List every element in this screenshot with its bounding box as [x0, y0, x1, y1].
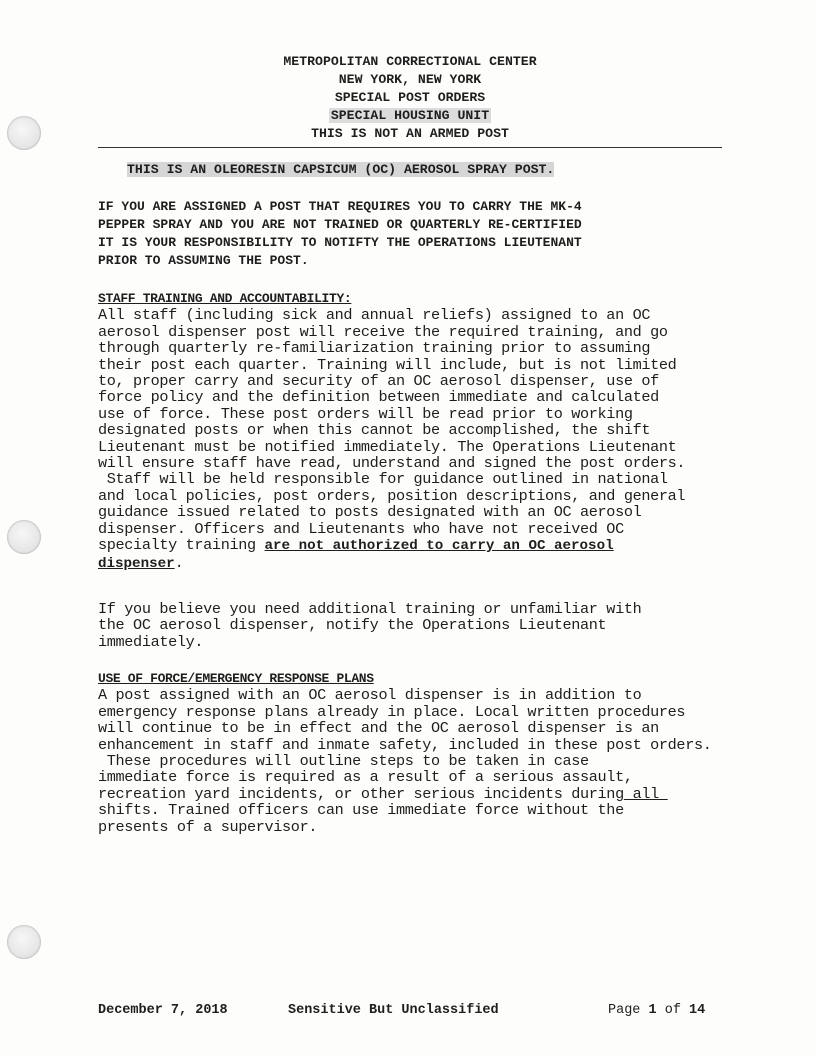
- header-divider: [98, 147, 722, 148]
- footer-classification: Sensitive But Unclassified: [288, 1003, 499, 1018]
- body-line: Staff will be held responsible for guidance outlined in national: [98, 470, 668, 489]
- page-total: 14: [689, 1003, 706, 1018]
- body-line: will continue to be in effect and the OC aerosol dispenser is an: [98, 719, 659, 738]
- body-line: shifts. Trained officers can use immediate force without the: [98, 801, 624, 820]
- warning-block: [98, 198, 698, 270]
- punch-hole-bottom: [7, 925, 41, 959]
- header-line-5: THIS IS NOT AN ARMED POST: [311, 126, 509, 141]
- body-line: If you believe you need additional training or unfamiliar with: [98, 600, 642, 618]
- staff-training-title: STAFF TRAINING AND ACCOUNTABILITY:: [98, 291, 352, 306]
- body-line: will ensure staff have read, understand and signed the post orders.: [98, 454, 686, 473]
- page-number: [608, 1003, 705, 1018]
- warning-line: IF YOU ARE ASSIGNED A POST THAT REQUIRES YOU TO CARRY THE MK-4: [98, 199, 582, 214]
- use-of-force-section: [98, 671, 728, 835]
- warning-line: PRIOR TO ASSUMING THE POST.: [98, 253, 309, 268]
- page-label: Page: [608, 1003, 641, 1018]
- body-line: through quarterly re-familiarization training prior to assuming: [98, 339, 651, 358]
- header-line-2: NEW YORK, NEW YORK: [338, 72, 482, 87]
- document-header: [100, 53, 720, 143]
- body-line: guidance issued related to posts designated with an OC aerosol: [98, 503, 642, 522]
- body-text-span: .: [174, 553, 184, 572]
- page-current: 1: [648, 1003, 657, 1018]
- footer-date: December 7, 2018: [98, 1003, 228, 1018]
- body-line: designated posts or when this cannot be accomplished, the shift: [98, 421, 651, 440]
- body-line: Lieutenant must be notified immediately. The Operations Lieutenant: [98, 437, 677, 456]
- body-line: their post each quarter. Training will include, but is not limited: [98, 355, 677, 374]
- body-line: immediately.: [98, 632, 204, 651]
- dispenser-emphasis: dispenser: [98, 555, 175, 572]
- header-line-3: SPECIAL POST ORDERS: [334, 90, 486, 105]
- body-line: These procedures will outline steps to be taken in case: [98, 752, 589, 771]
- body-line: the OC aerosol dispenser, notify the Operations Lieutenant: [98, 616, 607, 635]
- warning-line: IT IS YOUR RESPONSIBILITY TO NOTIFTY THE OPERATIONS LIEUTENANT: [98, 235, 582, 250]
- body-line: [98, 786, 728, 802]
- additional-training-paragraph: [98, 601, 728, 650]
- body-line: enhancement in staff and inmate safety, included in these post orders.: [98, 735, 712, 754]
- body-line: force policy and the definition between immediate and calculated: [98, 388, 659, 407]
- punch-hole-middle: [7, 520, 41, 554]
- body-line: immediate force is required as a result of a serious assault,: [98, 768, 633, 787]
- not-authorized-emphasis: are not authorized to carry an OC aerosol: [264, 538, 614, 555]
- page-of-label: of: [664, 1003, 681, 1018]
- body-line: and local policies, post orders, position descriptions, and general: [98, 486, 686, 505]
- body-line: emergency response plans already in place. Local written procedures: [98, 702, 686, 721]
- header-line-4: SPECIAL HOUSING UNIT: [330, 108, 490, 123]
- body-text-span: recreation yard incidents, or other serious incidents during: [98, 784, 624, 803]
- header-line-1: METROPOLITAN CORRECTIONAL CENTER: [283, 54, 537, 69]
- body-line: [98, 555, 728, 572]
- staff-training-section: [98, 291, 728, 572]
- body-line: dispenser. Officers and Lieutenants who have not received OC: [98, 519, 624, 538]
- warning-line: PEPPER SPRAY AND YOU ARE NOT TRAINED OR QUARTERLY RE-CERTIFIED: [98, 217, 582, 232]
- body-line: A post assigned with an OC aerosol dispenser is in addition to: [98, 686, 642, 705]
- use-of-force-title: USE OF FORCE/EMERGENCY RESPONSE PLANS: [98, 671, 374, 686]
- body-line: [98, 537, 728, 554]
- punch-hole-top: [7, 116, 41, 150]
- body-line: to, proper carry and security of an OC aerosol dispenser, use of: [98, 372, 659, 391]
- body-text-span: specialty training: [98, 536, 265, 555]
- oc-notice-text: THIS IS AN OLEORESIN CAPSICUM (OC) AEROSOL SPRAY POST.: [127, 162, 555, 177]
- all-emphasis: all: [623, 784, 668, 803]
- body-line: aerosol dispenser post will receive the required training, and go: [98, 322, 668, 341]
- body-line: use of force. These post orders will be read prior to working: [98, 404, 633, 423]
- body-line: presents of a supervisor.: [98, 817, 318, 836]
- oc-notice: [127, 161, 554, 179]
- body-line: All staff (including sick and annual reliefs) assigned to an OC: [98, 306, 651, 325]
